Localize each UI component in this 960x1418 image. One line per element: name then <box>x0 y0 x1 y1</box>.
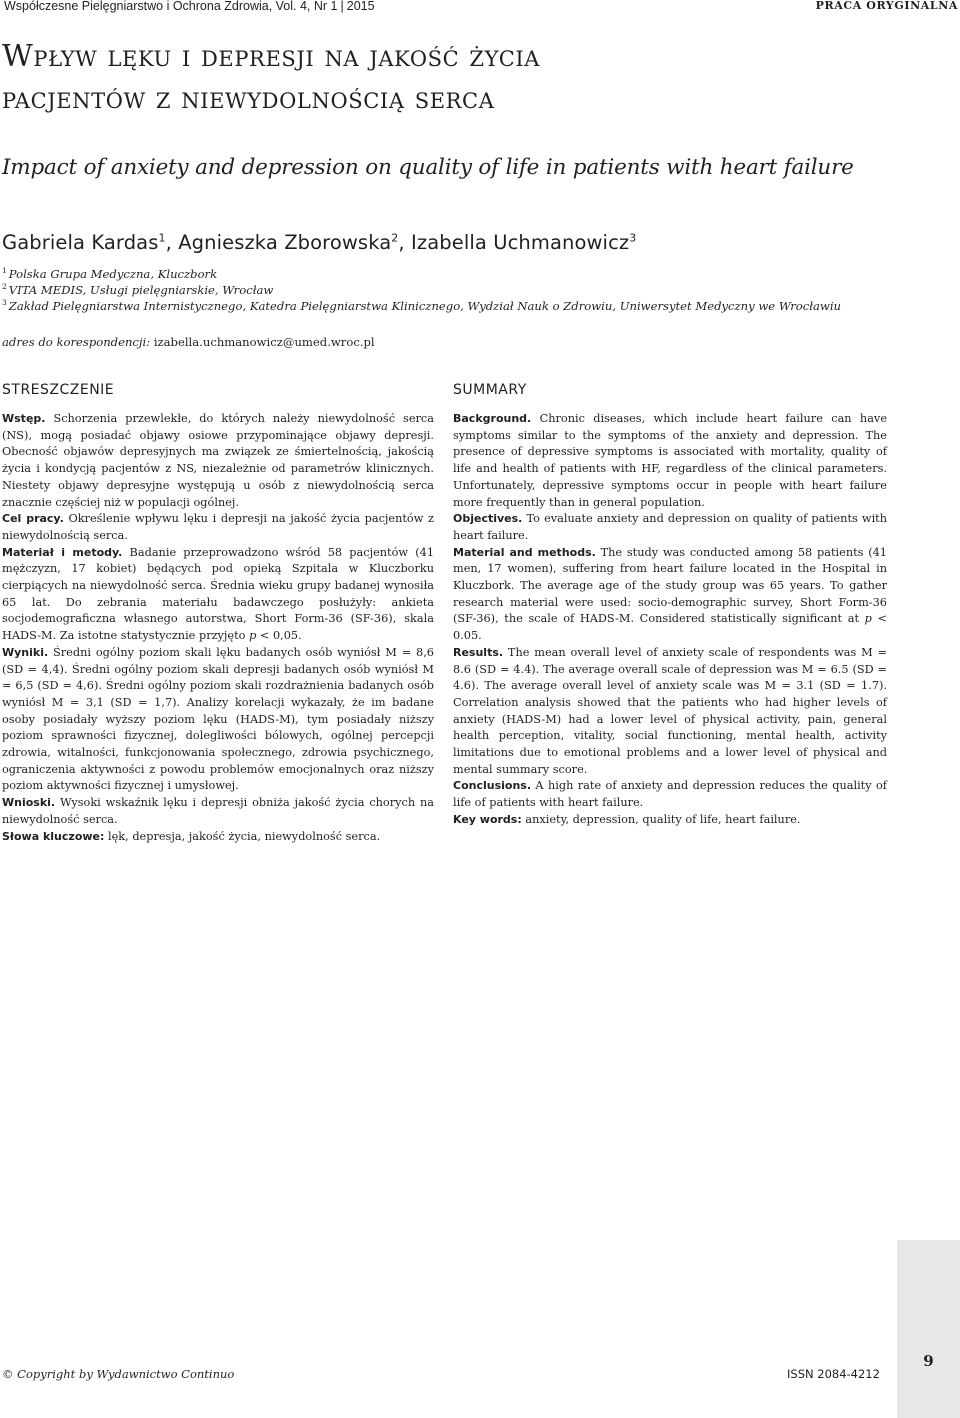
abstract-paragraph: Cel pracy. Określenie wpływu lęku i depresji na jakość życia pacjentów z niewydolnością serca. <box>2 512 434 542</box>
author-list: Gabriela Kardas$^1$, Agnieszka Zborowska$^2$, Izabella Uchmanowicz$^3$ <box>2 231 637 254</box>
summary-heading: SUMMARY <box>453 382 527 398</box>
page-number: 9 <box>923 1352 934 1370</box>
abstract-paragraph: Background. Chronic diseases, which include heart failure can have symptoms similar to the symptoms of the anxiety and depression. The presence of depressive symptoms is associated with mortality, quality of life and health of patients with HF, regardless of the clinical parameters. Unfortunately, depressive symptoms occur in people with heart failure more frequently than in general population. <box>453 412 888 509</box>
journal-year: 2015 <box>346 0 375 13</box>
journal-name: Współczesne Pielęgniarstwo i Ochrona Zdrowia, <box>4 0 273 13</box>
author-affiliation-mark: 1 <box>158 231 166 245</box>
article-title-en: Impact of anxiety and depression on quality of life in patients with heart failure <box>2 155 854 180</box>
abstract-paragraph: Objectives. To evaluate anxiety and depression on quality of patients with heart failure. <box>453 512 887 542</box>
author-affiliation-mark: 3 <box>629 231 637 245</box>
streszczenie-heading: STRESZCZENIE <box>2 382 115 398</box>
abstract-paragraph: Wnioski. Wysoki wskaźnik lęku i depresji obniża jakość życia chorych na niewydolność serca. <box>2 796 434 826</box>
abstract-paragraph: Wstęp. Schorzenia przewlekłe, do których należy niewydolność serca (NS), mogą posiadać objawy osiowe przypominające objawy depresji. Obecność objawów depresyjnych ma związek ze śmiertelnością, jakością życia i kondycją pacjentów z NS, niezależnie od parametrów klinicznych. Niestety objawy depresyjne występują u osób z niewydolnością serca znacznie częściej niż w populacji ogólnej. <box>2 412 434 509</box>
abstract-paragraph: Results. The mean overall level of anxiety scale of respondents was M = 8.6 (SD = 4.4). The average overall scale of depression was M = 6.5 (SD = 4.6). The average overall level of anxiety scale was M = 3.1 (SD = 1.7). Correlation analysis showed that the patients who had higher levels of anxiety (HADS-M) had a lower level of physical activity, pain, general health perception, vitality, social functioning, mental health, activity limitations due to emotional problems and a lower level of physical and mental summary score. <box>453 645 887 776</box>
abstract-paragraph: Conclusions. A high rate of anxiety and depression reduces the quality of life of patients with heart failure. <box>453 779 887 810</box>
correspondence-email[interactable]: izabella.uchmanowicz@umed.wroc.pl <box>153 335 375 349</box>
title-line-1: Wpływ lęku i depresji na jakość życia <box>2 39 541 74</box>
page-tab <box>897 1240 960 1418</box>
abstract-en <box>453 411 887 829</box>
article-title-pl <box>2 36 902 120</box>
journal-volume: Vol. 4, Nr 1 <box>275 0 338 13</box>
affiliation: $^3$ Zakład Pielęgniarstwa Internistycznego, Katedra Pielęgniarstwa Klinicznego, Wydział Nauk o Zdrowiu, Uniwersytet Medyczny we Wrocławiu <box>2 298 842 313</box>
author-name: Izabella Uchmanowicz <box>411 231 630 254</box>
affiliation: $^2$ VITA MEDIS, Usługi pielęgniarskie, Wrocław <box>2 282 274 297</box>
abstract-paragraph: Material and methods. The study was conducted among 58 patients (41 men, 17 women), suffering from heart failure located in the Hospital in Kluczbork. The average age of the study group was 65 years. To gather research material were used: socio-demographic survey, Short Form-36 (SF-36), the scale of HADS-M. Considered statistically significant at p < 0.05. <box>453 545 887 643</box>
abstract-paragraph: Wyniki. Średni ogólny poziom skali lęku badanych osób wyniósł M = 8,6 (SD = 4,4). Średni ogólny poziom skali depresji badanych osób wyniósł M = 6,5 (SD = 4,6). Średni ogólny poziom skali rozdrażnienia badanych osób wyniósł M = 3,1 (SD = 1,7). Analizy korelacji wykazały, że im badane osoby posiadały wyższy poziom lęku (HADS-M), tym posiadały niższy poziom sprawności fizycznej, dolegliwości bólowych, ogólnej percepcji zdrowia, witalności, funkcjonowania społecznego, zdrowia psychicznego, ograniczenia aktywności z powodu problemów emocjonalnych oraz niższy poziom aktywności fizycznej i umysłowej. <box>2 645 434 793</box>
correspondence-label: adres do korespondencji: <box>2 335 151 349</box>
correspondence <box>2 335 375 349</box>
abstract-paragraph: Materiał i metody. Badanie przeprowadzono wśród 58 pacjentów (41 mężczyzn, 17 kobiet) będących pod opieką Szpitala w Kluczborku cierpiących na niewydolność serca. Średnia wieku grupy badanej wynosiła 65 lat. Do zebrania materiału badawczego posłużyły: ankieta socjodemograficzna własnego autorstwa, Short Form-36 (SF-36), skala HADS-M. Za istotne statystycznie przyjęto p < 0,05. <box>2 545 435 643</box>
journal-header: Współczesne Pielęgniarstwo i Ochrona Zdrowia, Vol. 4, Nr 1 | 2015 <box>4 0 375 13</box>
abstract-pl <box>2 411 434 845</box>
author-affiliation-mark: 2 <box>391 231 399 245</box>
title-line-2: pacjentów z niewydolnością serca <box>2 81 495 116</box>
issn: ISSN 2084-4212 <box>787 1367 880 1381</box>
author-name: Gabriela Kardas <box>2 231 159 254</box>
author-name: Agnieszka Zborowska <box>178 231 392 254</box>
keywords-en: Key words: anxiety, depression, quality of life, heart failure. <box>453 812 801 826</box>
copyright: © Copyright by Wydawnictwo Continuo <box>2 1367 235 1381</box>
affiliation: $^1$ Polska Grupa Medyczna, Kluczbork <box>2 266 218 281</box>
section-label: PRACA ORYGINALNA <box>815 0 958 12</box>
keywords-pl: Słowa kluczowe: lęk, depresja, jakość życia, niewydolność serca. <box>2 829 381 843</box>
